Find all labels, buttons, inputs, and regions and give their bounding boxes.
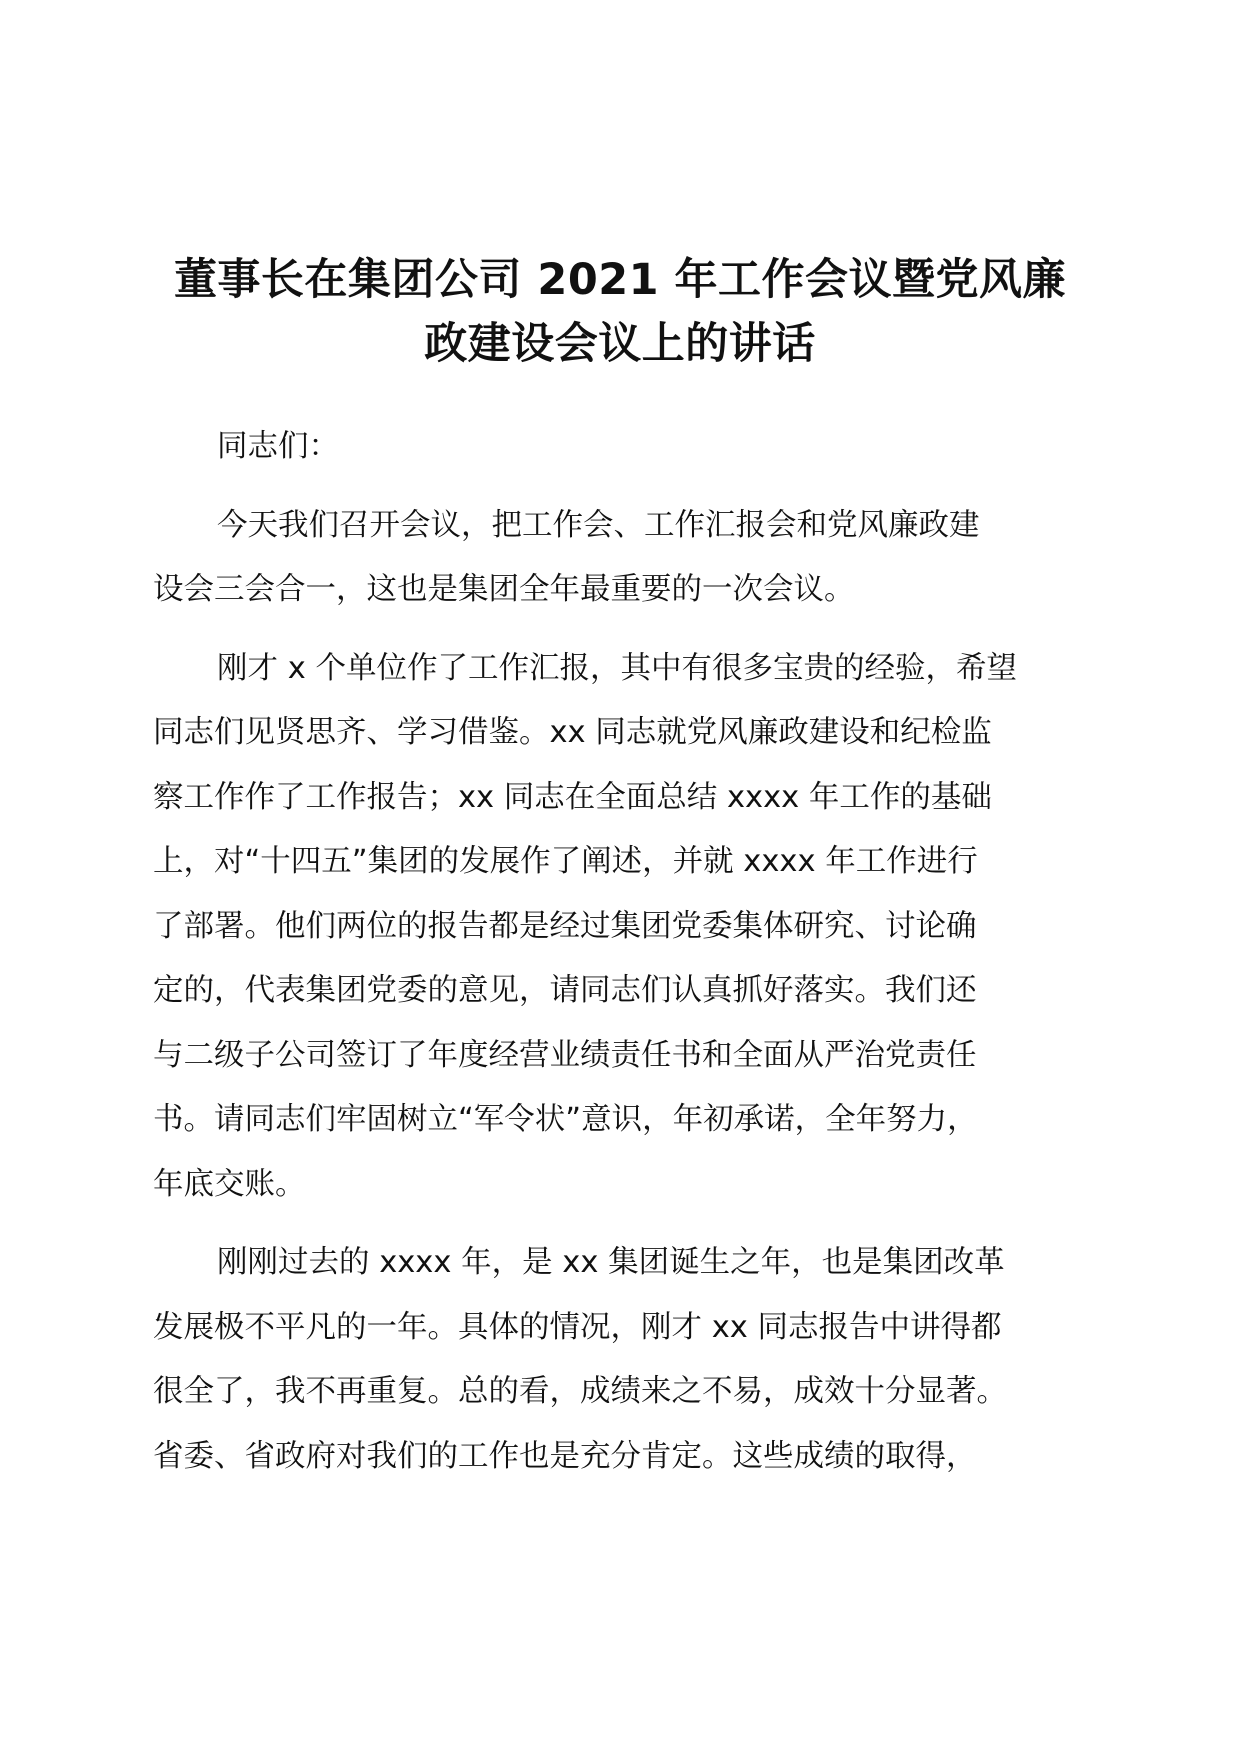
document-body <box>153 415 1083 1503</box>
salutation-paragraph <box>153 415 1083 480</box>
paragraph-line: 刚刚过去的 xxxx 年，是 xx 集团诞生之年，也是集团改革 <box>217 1245 1005 1280</box>
paragraph-line: 察工作作了工作报告；xx 同志在全面总结 xxxx 年工作的基础 <box>153 779 992 815</box>
paragraph-line: 今天我们召开会议，把工作会、工作汇报会和党风廉政建 <box>217 507 980 543</box>
paragraph-line: 刚才 x 个单位作了工作汇报，其中有很多宝贵的经验，希望 <box>217 650 1017 686</box>
paragraph-line: 上，对“十四五”集团的发展作了阐述，并就 xxxx 年工作进行 <box>153 844 978 879</box>
paragraph-line: 了部署。他们两位的报告都是经过集团党委集体研究、讨论确 <box>153 908 977 944</box>
paragraph-line: 很全了，我不再重复。总的看，成绩来之不易，成效十分显著。 <box>153 1374 1007 1409</box>
paragraph-line: 定的，代表集团党委的意见，请同志们认真抓好落实。我们还 <box>153 973 977 1008</box>
document-title <box>150 248 1090 376</box>
paragraph-line: 发展极不平凡的一年。具体的情况，刚才 xx 同志报告中讲得都 <box>153 1309 1002 1345</box>
paragraph-line: 同志们见贤思齐、学习借鉴。xx 同志就党风廉政建设和纪检监 <box>153 715 992 750</box>
paragraph-line: 同志们： <box>217 429 339 464</box>
title-line: 董事长在集团公司 2021 年工作会议暨党风廉 <box>173 255 1067 305</box>
paragraph-line: 设会三会合一，这也是集团全年最重要的一次会议。 <box>153 572 855 607</box>
paragraph-line: 年底交账。 <box>153 1166 306 1202</box>
body-paragraph <box>153 1231 1083 1489</box>
body-paragraph <box>153 494 1083 623</box>
body-paragraph <box>153 637 1083 1218</box>
paragraph-line: 省委、省政府对我们的工作也是充分肯定。这些成绩的取得， <box>153 1438 977 1474</box>
paragraph-line: 书。请同志们牢固树立“军令状”意识，年初承诺，全年努力， <box>153 1102 978 1137</box>
title-line: 政建设会议上的讲话 <box>424 319 816 369</box>
paragraph-line: 与二级子公司签订了年度经营业绩责任书和全面从严治党责任 <box>153 1037 977 1073</box>
